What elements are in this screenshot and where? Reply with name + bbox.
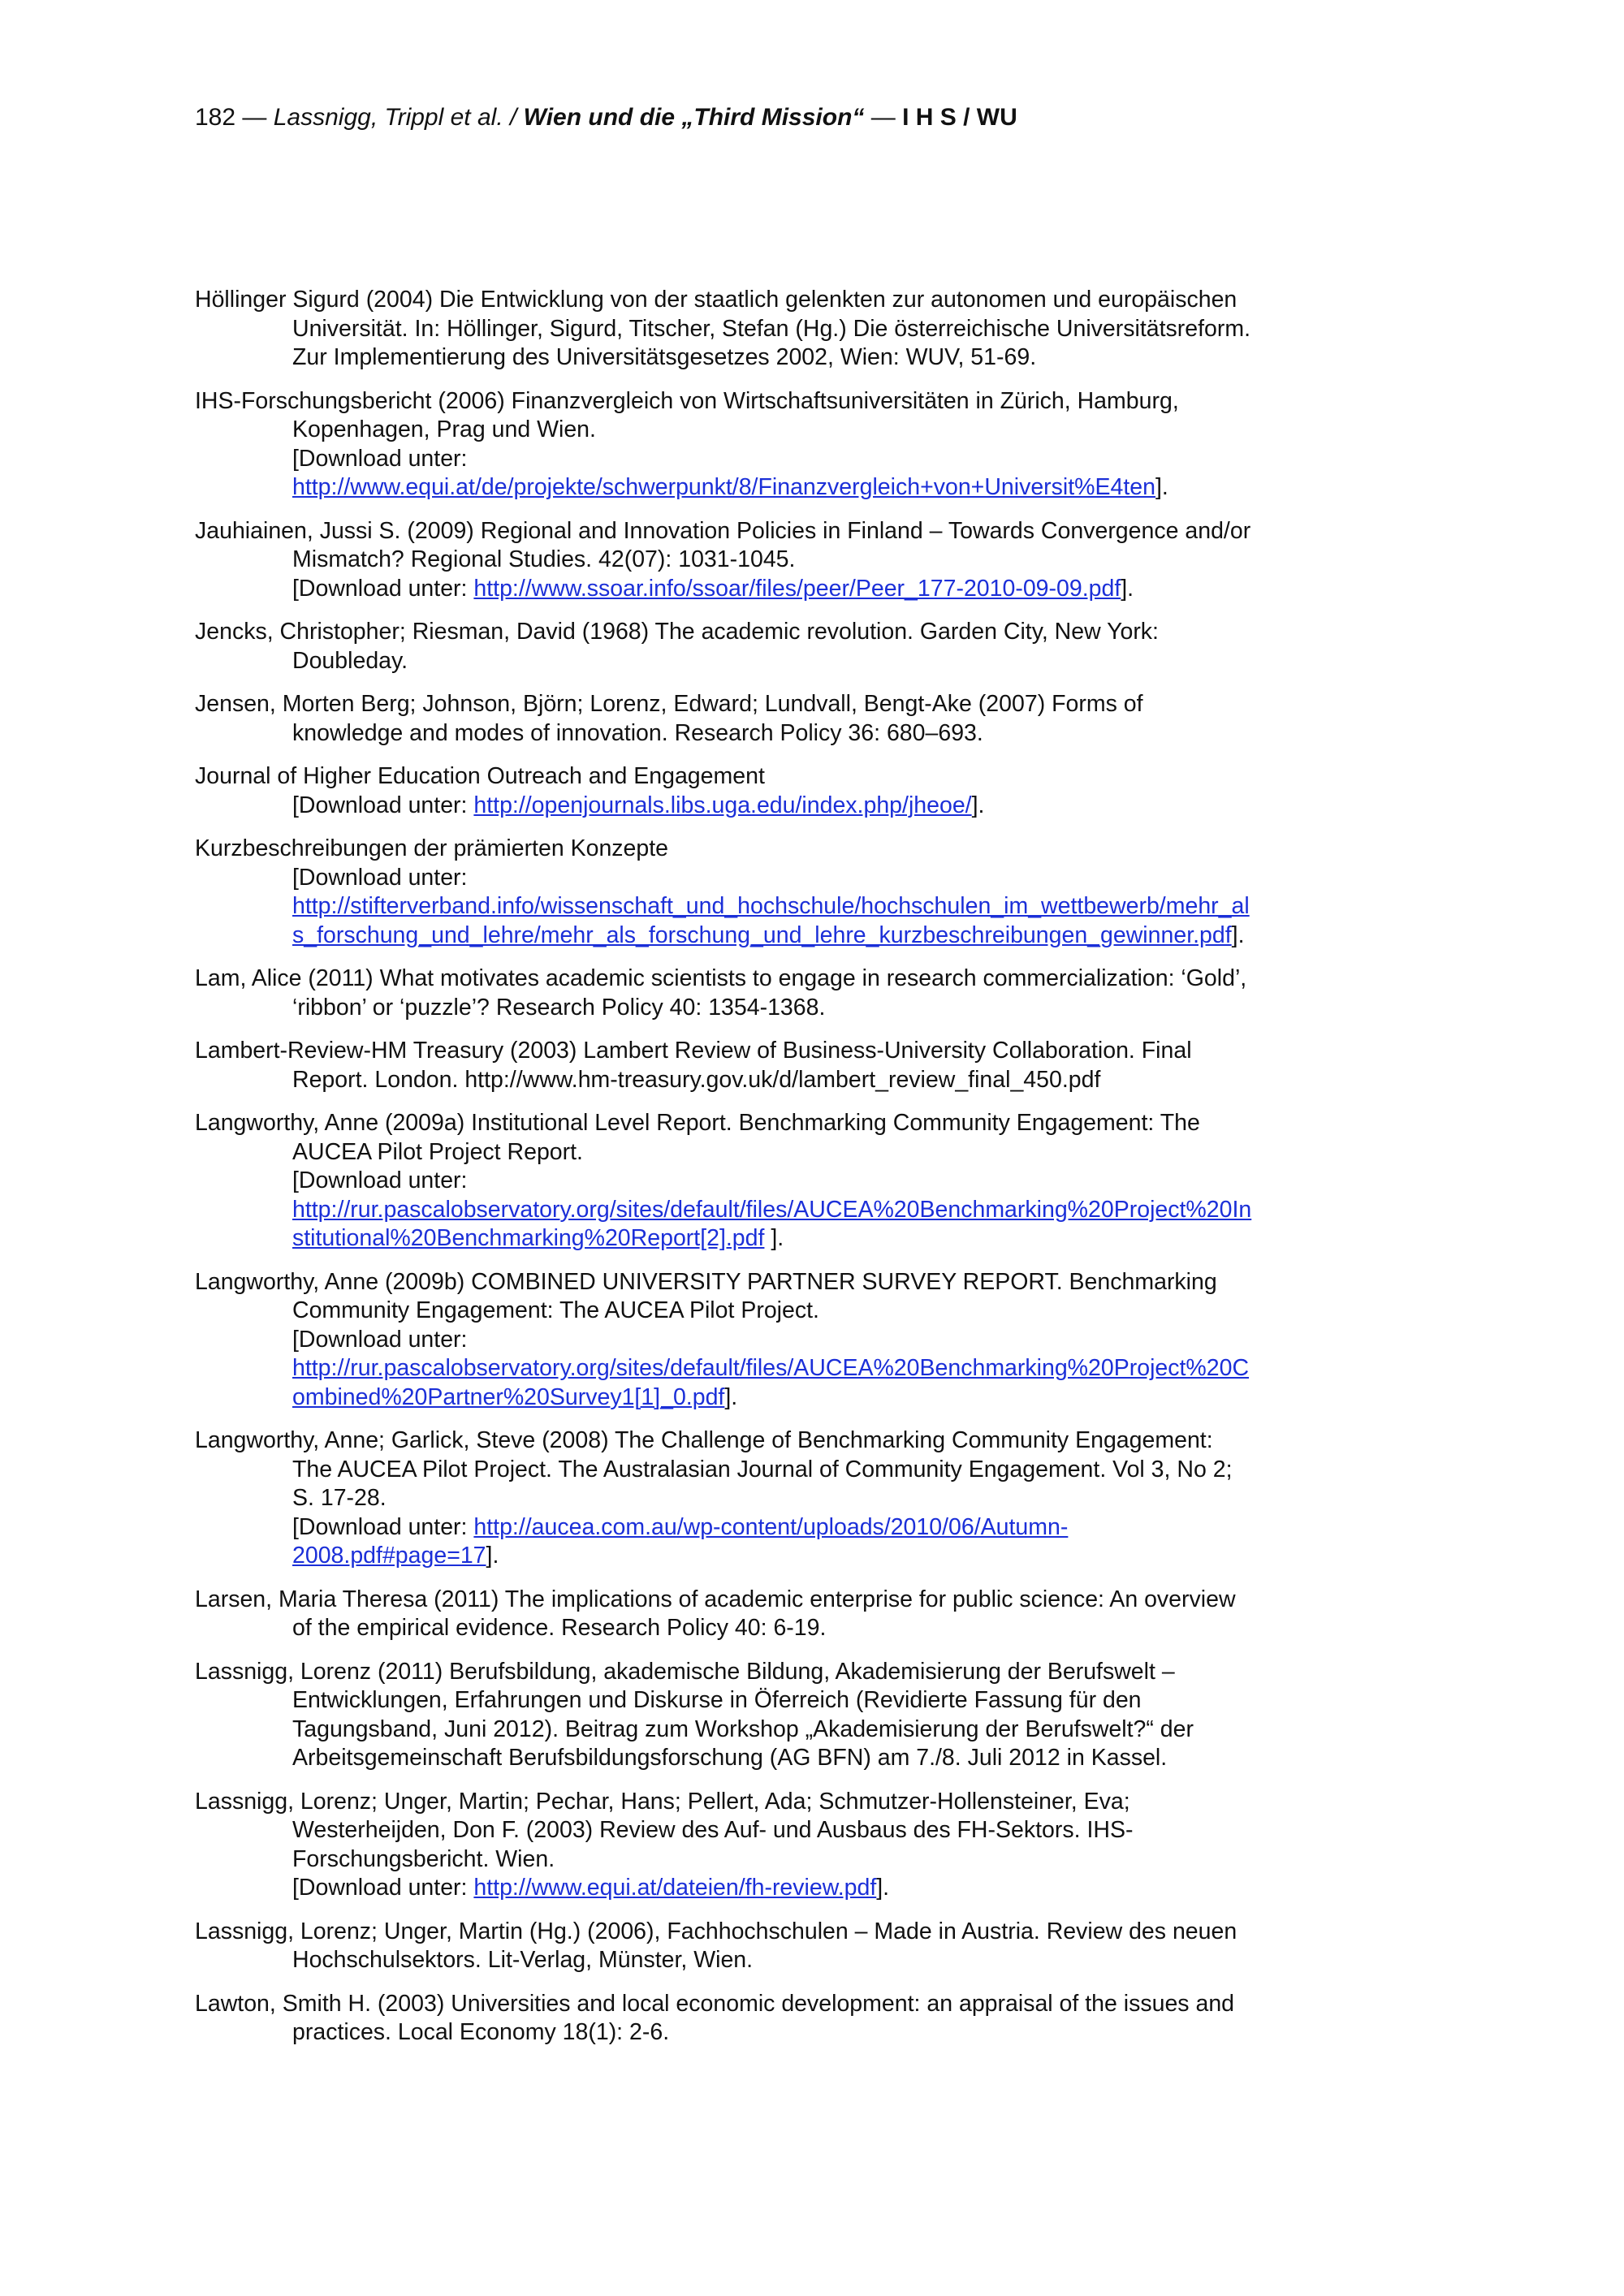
ref-jencks-1968 <box>195 618 1348 675</box>
reference-line <box>195 1456 1348 1485</box>
reference-text: Jauhiainen, Jussi S. (2009) Regional and Innovation Policies in Finland – Towards Convergence and/or <box>195 517 1251 544</box>
reference-text: Jensen, Morten Berg; Johnson, Björn; Lorenz, Edward; Lundvall, Bengt-Ake (2007) Forms of <box>195 691 1143 717</box>
header-dash: — <box>235 104 274 131</box>
ref-langworthy-2009b <box>195 1268 1348 1413</box>
reference-line <box>195 1658 1348 1687</box>
reference-text: [Download unter: <box>292 792 474 818</box>
reference-line <box>195 473 1348 503</box>
reference-line <box>195 690 1348 719</box>
reference-text: of the empirical evidence. Research Policy 40: 6-19. <box>292 1615 827 1641</box>
reference-text: [Download unter: <box>292 1875 474 1901</box>
reference-line <box>195 343 1348 373</box>
reference-text: Hochschulsektors. Lit-Verlag, Münster, Wien. <box>292 1947 754 1973</box>
reference-line <box>195 517 1348 546</box>
reference-text: Mismatch? Regional Studies. 42(07): 1031-1045. <box>292 546 796 572</box>
reference-line <box>195 1196 1348 1225</box>
reference-text: ]. <box>486 1543 499 1569</box>
reference-text: knowledge and modes of innovation. Research Policy 36: 680–693. <box>292 719 983 746</box>
reference-line <box>195 1066 1348 1095</box>
reference-line <box>195 1167 1348 1196</box>
reference-line <box>195 1326 1348 1355</box>
reference-text: practices. Local Economy 18(1): 2-6. <box>292 2019 670 2045</box>
reference-text: ]. <box>1155 474 1168 500</box>
reference-line <box>195 1383 1348 1413</box>
ref-lassnigg-unger-2003 <box>195 1788 1348 1903</box>
reference-line <box>195 387 1348 416</box>
ref-kurzbeschreibungen <box>195 835 1348 950</box>
reference-line <box>195 1744 1348 1773</box>
reference-line <box>195 1297 1348 1326</box>
reference-line <box>195 1990 1348 2019</box>
ref-langworthy-2009a <box>195 1109 1348 1254</box>
ref-lam-2011 <box>195 965 1348 1022</box>
header-dash: — <box>864 104 903 131</box>
reference-line <box>195 1354 1348 1383</box>
ref-journal-heoe <box>195 762 1348 820</box>
page-number: 182 <box>195 104 236 131</box>
reference-text: ]. <box>1231 921 1245 948</box>
reference-line <box>195 315 1348 344</box>
reference-text: Kopenhagen, Prag und Wien. <box>292 416 596 442</box>
ref-lambert-2003 <box>195 1037 1348 1094</box>
reference-text: Forschungsbericht. Wien. <box>292 1845 555 1872</box>
reference-line <box>195 1874 1348 1903</box>
reference-text: AUCEA Pilot Project Report. <box>292 1138 583 1165</box>
reference-text: ]. <box>1121 575 1134 602</box>
ref-jauhiainen-2009 <box>195 517 1348 604</box>
reference-line <box>195 792 1348 821</box>
reference-line <box>195 1586 1348 1615</box>
reference-text: Entwicklungen, Erfahrungen und Diskurse in Öferreich (Revidierte Fassung für den <box>292 1687 1142 1713</box>
download-link[interactable]: http://stifterverband.info/wissenschaft_und_hochschule/hochschulen_im_wettbewerb/mehr_al <box>292 893 1250 919</box>
reference-line <box>195 1224 1348 1254</box>
download-link[interactable]: http://rur.pascalobservatory.org/sites/default/files/AUCEA%20Benchmarking%20Project%20In <box>292 1196 1252 1223</box>
reference-text: Lassnigg, Lorenz; Unger, Martin (Hg.) (2006), Fachhochschulen – Made in Austria. Review des neuen <box>195 1918 1237 1944</box>
reference-line <box>195 921 1348 951</box>
header-authors: Lassnigg, Trippl et al. / <box>273 104 524 131</box>
reference-text: Westerheijden, Don F. (2003) Review des Auf- und Ausbaus des FH-Sektors. IHS- <box>292 1817 1134 1843</box>
running-header <box>195 102 1017 133</box>
reference-line <box>195 965 1348 994</box>
ref-larsen-2011 <box>195 1586 1348 1643</box>
header-institutes: I H S / WU <box>902 104 1017 131</box>
reference-text: Jencks, Christopher; Riesman, David (1968) The academic revolution. Garden City, New York: <box>195 619 1159 645</box>
reference-line <box>195 1918 1348 1947</box>
ref-langworthy-garlick-2008 <box>195 1426 1348 1571</box>
reference-text: Zur Implementierung des Universitätsgesetzes 2002, Wien: WUV, 51-69. <box>292 344 1037 370</box>
reference-text: Universität. In: Höllinger, Sigurd, Titscher, Stefan (Hg.) Die österreichische Universitätsreform. <box>292 315 1251 342</box>
reference-line <box>195 1716 1348 1745</box>
reference-text: Community Engagement: The AUCEA Pilot Project. <box>292 1297 819 1323</box>
reference-line <box>195 647 1348 676</box>
reference-line <box>195 1513 1348 1543</box>
reference-text: [Download unter: <box>292 864 468 891</box>
reference-line <box>195 892 1348 921</box>
reference-line <box>195 1946 1348 1975</box>
reference-line <box>195 835 1348 864</box>
reference-line <box>195 1816 1348 1845</box>
ref-lassnigg-unger-2006 <box>195 1918 1348 1975</box>
reference-line <box>195 1845 1348 1875</box>
download-link[interactable]: ombined%20Partner%20Survey1[1]_0.pdf <box>292 1383 725 1410</box>
reference-line <box>195 1426 1348 1456</box>
reference-line <box>195 1542 1348 1571</box>
reference-line <box>195 1138 1348 1167</box>
reference-line <box>195 1788 1348 1817</box>
reference-text: ]. <box>764 1225 784 1251</box>
reference-line <box>195 445 1348 474</box>
reference-text: Journal of Higher Education Outreach and Engagement <box>195 763 765 789</box>
reference-line <box>195 719 1348 749</box>
ref-lawton-2003 <box>195 1990 1348 2048</box>
reference-text: ]. <box>724 1383 738 1410</box>
reference-line <box>195 1484 1348 1513</box>
reference-text: Höllinger Sigurd (2004) Die Entwicklung von der staatlich gelenkten zur autonomen und europäischen <box>195 287 1237 313</box>
reference-text: Larsen, Maria Theresa (2011) The implications of academic enterprise for public science: An overview <box>195 1586 1236 1612</box>
reference-text: Arbeitsgemeinschaft Berufsbildungsforschung (AG BFN) am 7./8. Juli 2012 in Kassel. <box>292 1745 1168 1771</box>
reference-line <box>195 618 1348 647</box>
reference-line <box>195 994 1348 1023</box>
reference-line <box>195 546 1348 575</box>
reference-text: Langworthy, Anne (2009a) Institutional Level Report. Benchmarking Community Engagement: The <box>195 1110 1200 1136</box>
download-link[interactable]: http://aucea.com.au/wp-content/uploads/2010/06/Autumn- <box>473 1513 1069 1540</box>
reference-line <box>195 864 1348 893</box>
reference-text: S. 17-28. <box>292 1485 387 1511</box>
download-link[interactable]: stitutional%20Benchmarking%20Report[2].pdf <box>292 1225 765 1251</box>
reference-text: [Download unter: <box>292 1326 468 1353</box>
reference-text: Lam, Alice (2011) What motivates academic scientists to engage in research commercialization: ‘Gold’, <box>195 965 1247 991</box>
ref-jensen-2007 <box>195 690 1348 748</box>
reference-text: [Download unter: <box>292 575 474 602</box>
ref-hoellinger-2004 <box>195 286 1348 373</box>
download-link[interactable]: http://www.ssoar.info/ssoar/files/peer/Peer_177-2010-09-09.pdf <box>473 575 1121 602</box>
reference-text: Report. London. http://www.hm-treasury.gov.uk/d/lambert_review_final_450.pdf <box>292 1066 1101 1093</box>
reference-line <box>195 575 1348 604</box>
reference-line <box>195 1109 1348 1138</box>
download-link[interactable]: 2008.pdf#page=17 <box>292 1543 486 1569</box>
reference-text: Doubleday. <box>292 647 408 674</box>
ref-lassnigg-2011 <box>195 1658 1348 1773</box>
reference-text: Langworthy, Anne; Garlick, Steve (2008) The Challenge of Benchmarking Community Engagement: <box>195 1427 1213 1453</box>
reference-line <box>195 1268 1348 1297</box>
reference-text: Lawton, Smith H. (2003) Universities and local economic development: an appraisal of the issues and <box>195 1990 1235 2017</box>
reference-text: ]. <box>876 1875 890 1901</box>
reference-text: The AUCEA Pilot Project. The Australasian Journal of Community Engagement. Vol 3, No 2; <box>292 1456 1233 1482</box>
reference-line <box>195 1614 1348 1643</box>
reference-text: Lambert-Review-HM Treasury (2003) Lambert Review of Business-University Collaboration. Final <box>195 1038 1192 1064</box>
reference-list <box>195 286 1348 2062</box>
reference-line <box>195 416 1348 445</box>
reference-text: Tagungsband, Juni 2012). Beitrag zum Workshop „Akademisierung der Berufswelt?“ der <box>292 1716 1194 1742</box>
download-link[interactable]: http://www.equi.at/dateien/fh-review.pdf <box>473 1875 877 1901</box>
download-link[interactable]: s_forschung_und_lehre/mehr_als_forschung_und_lehre_kurzbeschreibungen_gewinner.pdf <box>292 921 1232 948</box>
reference-line <box>195 286 1348 315</box>
reference-line <box>195 1686 1348 1716</box>
reference-text: Lassnigg, Lorenz; Unger, Martin; Pechar, Hans; Pellert, Ada; Schmutzer-Hollensteiner, Eva; <box>195 1788 1130 1815</box>
reference-text: [Download unter: <box>292 1167 468 1193</box>
reference-text: Kurzbeschreibungen der prämierten Konzepte <box>195 835 669 861</box>
reference-line <box>195 1037 1348 1066</box>
reference-line <box>195 762 1348 792</box>
reference-text: ]. <box>971 792 985 818</box>
reference-text: Lassnigg, Lorenz (2011) Berufsbildung, akademische Bildung, Akademisierung der Berufswelt – <box>195 1658 1175 1685</box>
download-link[interactable]: http://www.equi.at/de/projekte/schwerpunkt/8/Finanzvergleich+von+Universit%E4ten <box>292 474 1155 500</box>
reference-text: IHS-Forschungsbericht (2006) Finanzvergleich von Wirtschaftsuniversitäten in Zürich, Hamburg, <box>195 387 1179 414</box>
reference-text: Langworthy, Anne (2009b) COMBINED UNIVERSITY PARTNER SURVEY REPORT. Benchmarking <box>195 1268 1217 1295</box>
reference-text: ‘ribbon’ or ‘puzzle’? Research Policy 40: 1354-1368. <box>292 994 826 1021</box>
download-link[interactable]: http://rur.pascalobservatory.org/sites/default/files/AUCEA%20Benchmarking%20Project%20C <box>292 1355 1250 1381</box>
reference-text: [Download unter: <box>292 1513 474 1540</box>
download-link[interactable]: http://openjournals.libs.uga.edu/index.php/jheoe/ <box>473 792 972 818</box>
reference-line <box>195 2018 1348 2048</box>
ref-ihs-2006 <box>195 387 1348 503</box>
reference-text: [Download unter: <box>292 445 468 472</box>
header-title: Wien und die „Third Mission“ <box>523 104 865 131</box>
